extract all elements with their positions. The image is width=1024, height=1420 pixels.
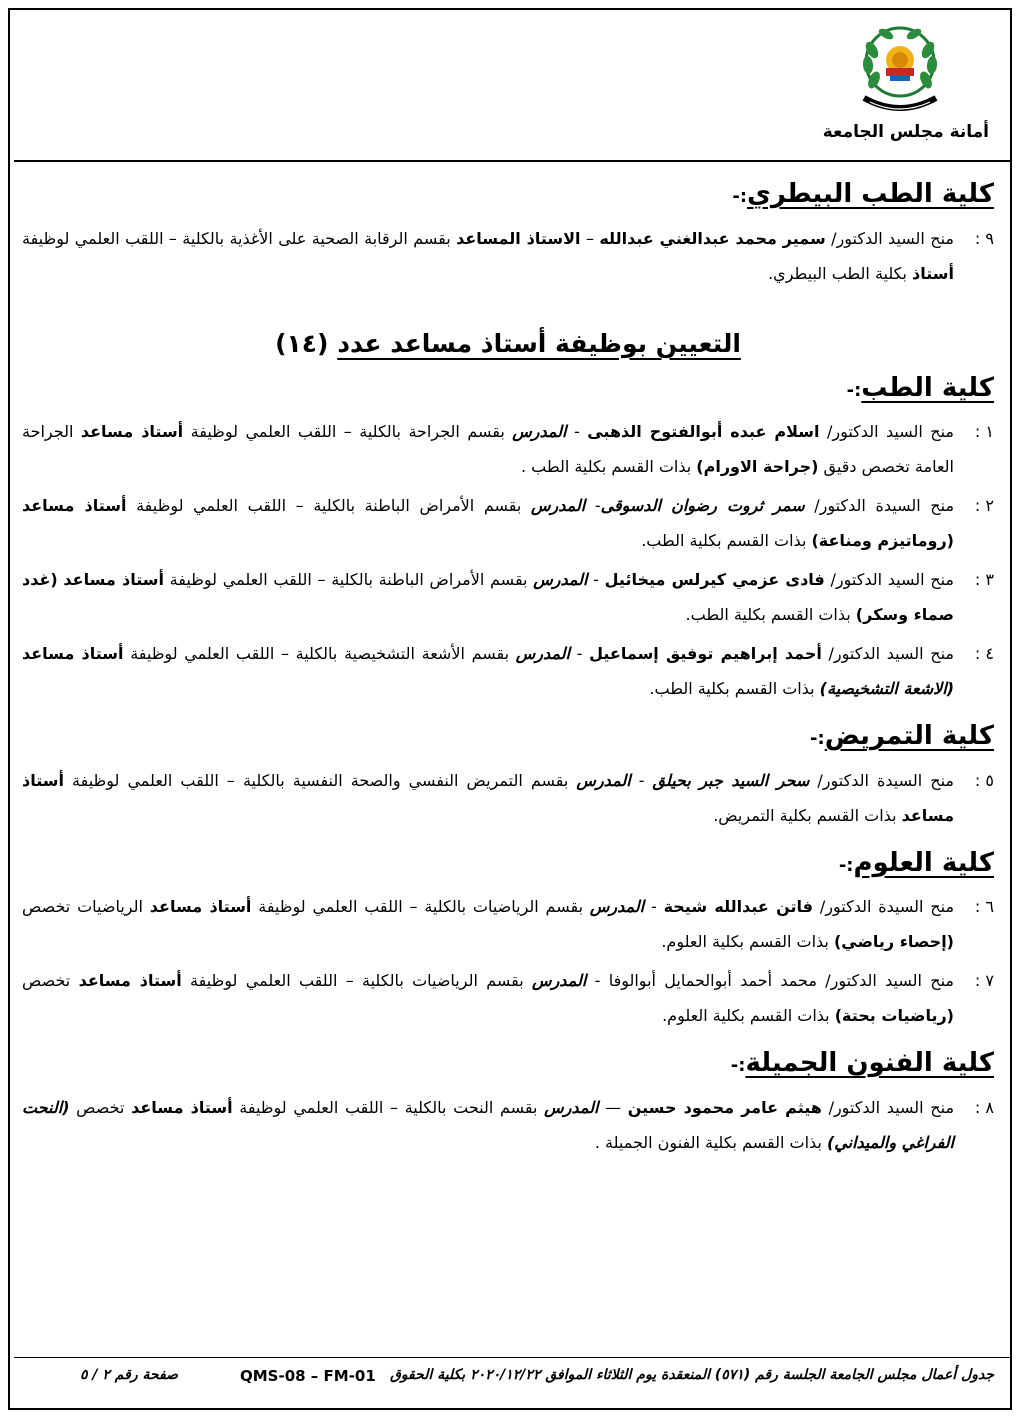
- list-item: ٩ : منح السيد الدكتور/ سمير محمد عبدالغني عبدالله – الاستاذ المساعد بقسم الرقابة الصحية على الأغذية بالكلية – اللقب العلمي لوظيفة أستاذ بكلية الطب البيطري.: [22, 228, 994, 283]
- page-number: صفحة رقم ٢ / ٥: [80, 1367, 178, 1383]
- council-secretariat-label: أمانة مجلس الجامعة: [822, 122, 989, 142]
- faculty-heading-fine-arts: كلية الفنون الجميلة:-: [730, 1048, 994, 1078]
- university-logo: [850, 20, 950, 120]
- document-code: QMS-08 – FM-01: [240, 1367, 376, 1385]
- faculty-heading-vet: كلية الطب البيطري:-: [732, 179, 994, 209]
- list-item: ١ : منح السيد الدكتور/ اسلام عبده أبوالفتوح الذهبى - المدرس بقسم الجراحة بالكلية – اللقب العلمي لوظيفة أستاذ مساعد الجراحة العامة تخصص دقيق (جراحة الاورام) بذات القسم بكلية الطب .: [22, 422, 994, 476]
- list-item: ٤ : منح السيد الدكتور/ أحمد إبراهيم توفيق إسماعيل - المدرس بقسم الأشعة التشخيصية بالكلية – اللقب العلمي لوظيفة أستاذ مساعد (الاشعة التشخيصية) بذات القسم بكلية الطب.: [22, 644, 994, 698]
- list-item: ٢ : منح السيدة الدكتور/ سمر ثروت رضوان الدسوقى- المدرس بقسم الأمراض الباطنة بالكلية – اللقب العلمي لوظيفة أستاذ مساعد (روماتيزم ومناعة) بذات القسم بكلية الطب.: [22, 496, 994, 550]
- list-item: ٦ : منح السيدة الدكتور/ فاتن عبدالله شيحة - المدرس بقسم الرياضيات بالكلية – اللقب العلمي لوظيفة أستاذ مساعد الرياضيات تخصص (إحصاء رياضي) بذات القسم بكلية العلوم.: [22, 897, 994, 951]
- agenda-reference: جدول أعمال مجلس الجامعة الجلسة رقم (٥٧١) المنعقدة يوم الثلاثاء الموافق ٢٠٢٠/١٢/٢٢ بكلية الحقوق: [389, 1367, 994, 1383]
- list-item: ٧ : منح السيد الدكتور/ محمد أحمد أبوالحمايل أبوالوفا - المدرس بقسم الرياضيات بالكلية – اللقب العلمي لوظيفة أستاذ مساعد تخصص (رياضيات بحتة) بذات القسم بكلية العلوم.: [22, 971, 994, 1025]
- list-item: ٣ : منح السيد الدكتور/ فادى عزمي كيرلس ميخائيل - المدرس بقسم الأمراض الباطنة بالكلية – اللقب العلمي لوظيفة أستاذ مساعد (غدد صماء وسكر) بذات القسم بكلية الطب.: [22, 570, 994, 624]
- appointment-heading: التعيين بوظيفة أستاذ مساعد عدد (١٤): [275, 328, 741, 358]
- document-body: [22, 178, 994, 1164]
- faculty-heading-medicine: كلية الطب:-: [846, 372, 994, 403]
- faculty-heading-nursing: كلية التمريض:-: [810, 721, 994, 751]
- footer-divider: [14, 1357, 1010, 1358]
- header-divider: [14, 160, 1010, 162]
- page-footer: [20, 1367, 994, 1397]
- list-item: ٥ : منح السيدة الدكتور/ سحر السيد جبر بحيلق - المدرس بقسم التمريض النفسي والصحة النفسية بالكلية – اللقب العلمي لوظيفة أستاذ مساعد بذات القسم بكلية التمريض.: [22, 770, 994, 825]
- faculty-heading-science: كلية العلوم:-: [838, 847, 994, 878]
- list-item: ٨ : منح السيد الدكتور/ هيثم عامر محمود حسين — المدرس بقسم النحت بالكلية – اللقب العلمي لوظيفة أستاذ مساعد تخصص (النحت الفراغي والميداني) بذات القسم بكلية الفنون الجميلة .: [22, 1097, 994, 1152]
